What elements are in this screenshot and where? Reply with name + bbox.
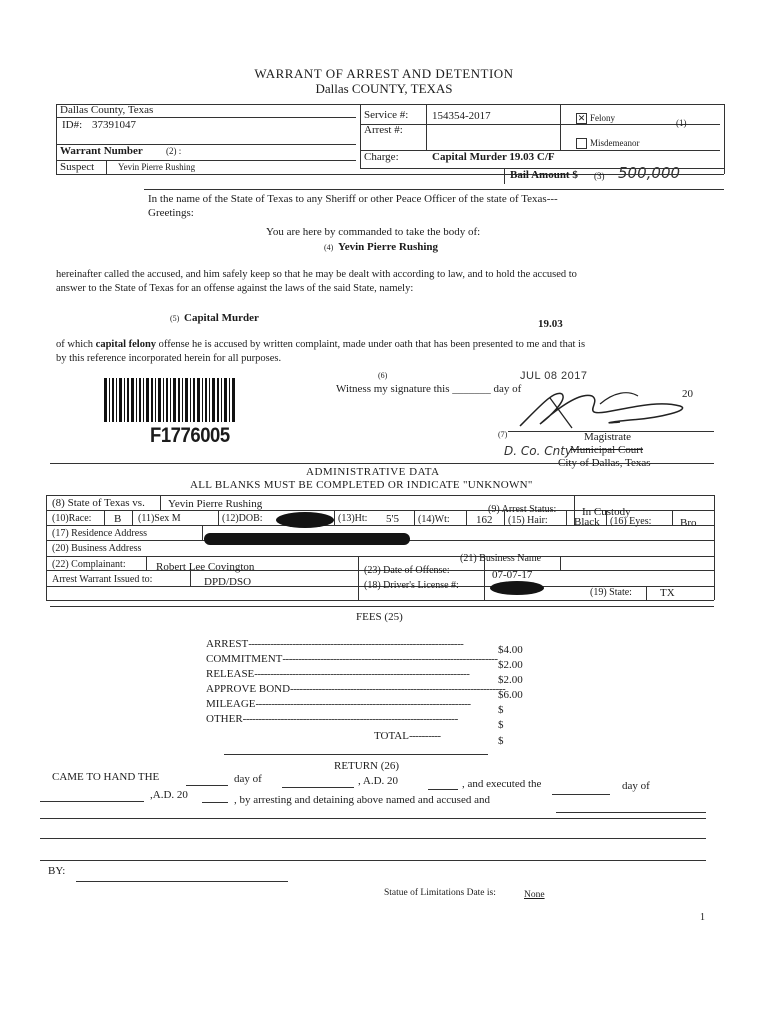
date-offense-value: 07-07-17: [492, 569, 533, 581]
charge-value: Capital Murder 19.03 C/F: [432, 151, 555, 163]
fee-amount-mileage: $: [498, 704, 504, 716]
date-stamp: JUL 08 2017: [520, 370, 588, 382]
residence-label: (17) Residence Address: [52, 528, 147, 539]
return-blank-line-2: [40, 838, 706, 839]
paragraph2-line2: by this reference incorporated herein for all purposes.: [56, 353, 282, 364]
height-label: (13)Ht:: [338, 513, 368, 524]
complainant-value: Robert Lee Covington: [156, 561, 255, 573]
by-line: [76, 881, 288, 882]
state-label: (19) State:: [590, 587, 632, 598]
return-line1-d: , and executed the: [462, 778, 542, 790]
offense-statute: 19.03: [538, 318, 563, 330]
admin-subheading: ALL BLANKS MUST BE COMPLETED OR INDICATE "UNKNOWN": [190, 479, 533, 491]
barcode-number: F1776005: [150, 424, 230, 447]
dob-label: (12)DOB:: [222, 513, 263, 524]
fee-amount-other: $: [498, 719, 504, 731]
fee-amount-commitment: $2.00: [498, 659, 523, 671]
hair-label: (15) Hair:: [508, 515, 548, 526]
city-label: City of Dallas, Texas: [558, 457, 651, 469]
fee-amount-approve-bond: $6.00: [498, 689, 523, 701]
residence-redaction: [204, 533, 410, 545]
bail-label: Bail Amount $: [510, 169, 578, 181]
issued-to-value: DPD/DSO: [204, 576, 252, 588]
return-line2-b: , by arresting and detaining above named and accused and: [234, 794, 490, 806]
fee-row-total: TOTAL----------: [374, 730, 441, 742]
accused-name-num: (4): [324, 243, 334, 252]
paragraph1-line1: hereinafter called the accused, and him safely keep so that he may be dealt with according to law, and to hold the accused to: [56, 269, 577, 280]
service-label: Service #:: [364, 109, 409, 121]
date-offense-label: (23) Date of Offense:: [364, 565, 450, 576]
page-number: 1: [700, 912, 705, 923]
fee-row-other: OTHER--------------------------------------------------------------------: [206, 713, 458, 725]
offense-name: Capital Murder: [184, 312, 259, 324]
misdemeanor-label: Misdemeanor: [590, 138, 640, 148]
handwritten-court: D. Co. Cnty: [504, 444, 573, 458]
paragraph2-line1: of which capital felony offense he is accused by written complaint, made under oath that has been presented to me and that is: [56, 339, 586, 350]
weight-label: (14)Wt:: [418, 514, 450, 525]
magistrate-label: Magistrate: [584, 431, 632, 443]
fees-divider: [50, 606, 714, 607]
greetings-text: Greetings:: [148, 207, 194, 219]
municipal-court-label: Municipal Court: [570, 444, 644, 456]
fee-amount-total: $: [498, 735, 504, 747]
fee-row-approve-bond: APPROVE BOND--------------------------------------------------------------------: [206, 683, 506, 695]
admin-heading: ADMINISTRATIVE DATA: [306, 466, 440, 478]
eyes-value: Bro: [680, 517, 697, 529]
intro-text: In the name of the State of Texas to any Sheriff or other Peace Officer of the state of Texas---: [148, 193, 558, 205]
dob-redaction: [276, 512, 334, 528]
business-name-label: (21) Business Name: [460, 553, 542, 564]
document-title: WARRANT OF ARREST AND DETENTION: [254, 66, 514, 81]
by-label: BY:: [48, 865, 66, 877]
weight-value: 162: [476, 514, 493, 526]
witness-text: Witness my signature this _______ day of: [336, 383, 522, 395]
fee-amount-release: $2.00: [498, 674, 523, 686]
misdemeanor-checkbox: [576, 138, 587, 149]
business-address-label: (20) Business Address: [52, 543, 142, 554]
fee-row-release: RELEASE--------------------------------------------------------------------: [206, 668, 470, 680]
id-value: 37391047: [92, 119, 136, 131]
return-blank-line-1: [40, 818, 706, 819]
fee-row-commitment: COMMITMENT--------------------------------------------------------------------: [206, 653, 498, 665]
paragraph1-line2: answer to the State of Texas for an offense against the laws of the said State, namely:: [56, 283, 414, 294]
felony-checkbox: ✕: [577, 113, 586, 123]
height-value: 5'5: [386, 513, 399, 525]
eyes-label: (16) Eyes:: [610, 516, 652, 527]
fee-row-mileage: MILEAGE--------------------------------------------------------------------: [206, 698, 471, 710]
return-line1-c: , A.D. 20: [358, 775, 399, 787]
signature-num: (7): [498, 430, 508, 439]
return-line2-a: ,A.D. 20: [150, 789, 188, 801]
state-vs-label: (8) State of Texas vs.: [52, 497, 145, 509]
fee-row-arrest: ARREST--------------------------------------------------------------------: [206, 638, 464, 650]
commanded-text: You are here by commanded to take the body of:: [266, 226, 481, 238]
return-blank-line-3: [40, 860, 706, 861]
race-value: B: [114, 513, 122, 525]
header-divider: [144, 189, 724, 190]
return-line1-e: day of: [622, 780, 650, 792]
bail-value: 500,000: [618, 164, 681, 182]
return-divider: [224, 754, 488, 755]
warrant-number-label: Warrant Number: [60, 145, 143, 157]
arrest-status-label: (9) Arrest Status:: [488, 504, 557, 515]
document-subtitle: Dallas COUNTY, TEXAS: [315, 81, 453, 96]
service-value: 154354-2017: [432, 110, 491, 122]
fee-amount-arrest: $4.00: [498, 644, 523, 656]
sex-label: (11)Sex M: [138, 513, 181, 524]
arrest-number-label: Arrest #:: [364, 124, 403, 136]
charge-label: Charge:: [364, 151, 399, 163]
felony-num: (1): [676, 118, 687, 128]
suspect-label: Suspect: [60, 161, 95, 173]
complainant-label: (22) Complainant:: [52, 559, 126, 570]
statute-limitations-label: Statue of Limitations Date is:: [384, 888, 496, 898]
license-label: (18) Driver's License #:: [364, 580, 459, 591]
return-line1-a: CAME TO HAND THE: [52, 771, 160, 783]
offense-num: (5): [170, 314, 180, 323]
statute-limitations-value: None: [524, 890, 545, 900]
license-redaction: [490, 581, 544, 595]
state-vs-value: Yevin Pierre Rushing: [168, 498, 263, 510]
fees-heading: FEES (25): [356, 611, 403, 623]
witness-num: (6): [378, 371, 388, 380]
magistrate-signature: [510, 382, 700, 432]
felony-label: Felony: [590, 113, 616, 123]
admin-divider: [50, 463, 714, 464]
id-label: ID#:: [62, 119, 83, 131]
issued-to-label: Arrest Warrant Issued to:: [52, 574, 153, 585]
year-prefix: 20: [682, 388, 693, 400]
warrant-number-num: (2) :: [166, 146, 182, 156]
barcode-graphic: [104, 378, 236, 422]
state-value: TX: [660, 587, 675, 599]
arrest-status-value: In Custody: [582, 506, 631, 518]
suspect-value: Yevin Pierre Rushing: [118, 162, 196, 172]
accused-name: Yevin Pierre Rushing: [338, 241, 439, 253]
hair-value: Black: [574, 516, 600, 528]
race-label: (10)Race:: [52, 513, 92, 524]
bail-num: (3): [594, 171, 605, 181]
return-heading: RETURN (26): [334, 760, 400, 772]
return-line1-b: day of: [234, 773, 262, 785]
county-label: Dallas County, Texas: [60, 104, 154, 116]
